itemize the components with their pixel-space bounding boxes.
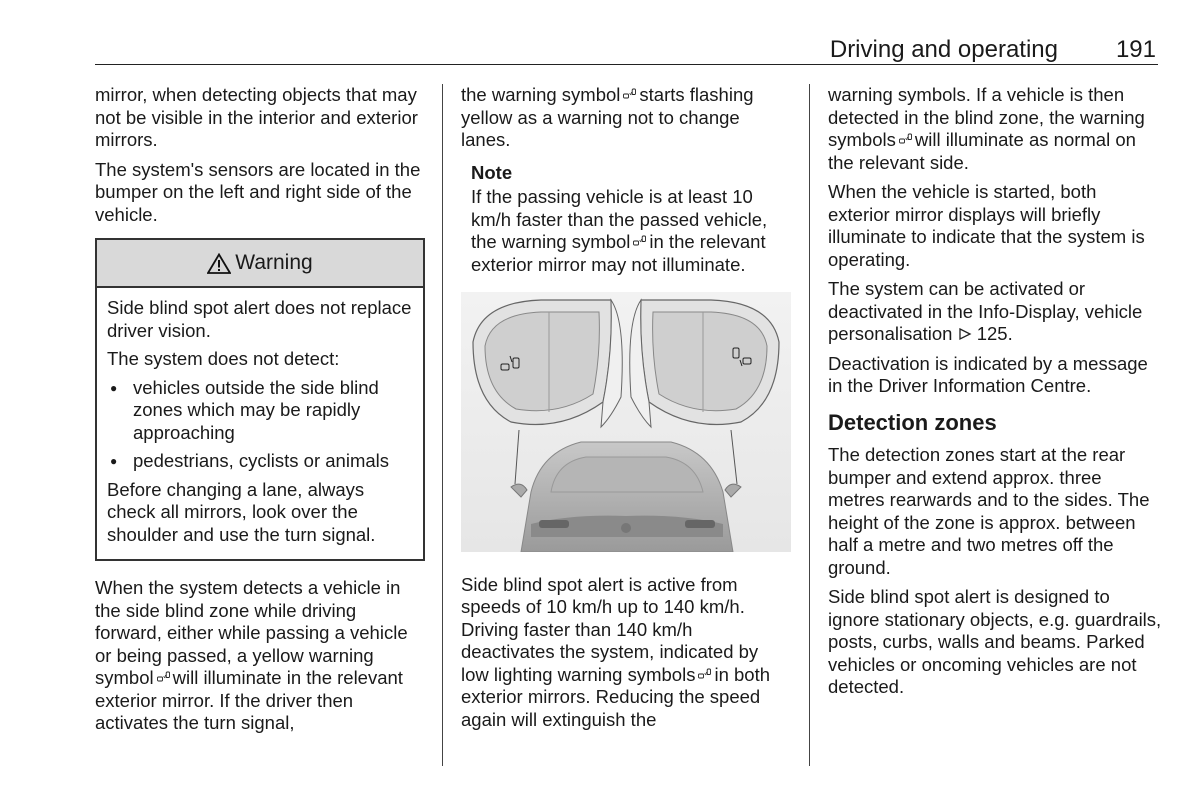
warning-header [97,240,423,288]
section-title: Driving and operating [829,36,1058,63]
blind-spot-symbol-icon [623,88,636,100]
column-1 [95,84,425,742]
note-box [471,162,791,277]
page-number: 191 [1115,36,1156,63]
paragraph: Side blind spot alert is designed to ignore stationary objects, e.g. guardrails, posts, curbs, walls and beams. Parked vehicles or oncoming vehicles are not detected. [828,586,1162,697]
blind-spot-symbol-icon [899,133,912,145]
column-divider [809,84,810,766]
blind-spot-symbol-icon [157,671,170,683]
warning-list [107,377,413,473]
paragraph: Side blind spot alert is active from speeds of 10 km/h up to 140 km/h. Driving faster than 140 km/h deactivates the system, indicated by low lighting warning symbols in both exterior mirrors. Reducing the speed again will extinguish the [461,573,770,730]
paragraph: Deactivation is indicated by a message in the Driver Information Centre. [828,352,1148,396]
column-divider [442,84,443,766]
paragraph: The system can be activated or deactivated in the Info-Display, vehicle personalisation 125. [828,278,1143,344]
paragraph: mirror, when detecting objects that may not be visible in the interior and exterior mirrors. [95,84,418,150]
paragraph: The detection zones start at the rear bumper and extend approx. three metres rearwards and to the sides. The height of the zone is approx. between half a metre and two metres off the ground. [828,444,1150,578]
blind-spot-symbol-icon [698,668,711,680]
warning-text: Before changing a lane, always check all mirrors, look over the shoulder and use the turn signal. [107,478,376,545]
note-text: If the passing vehicle is at least 10 km/h faster than the passed vehicle, the warning symbol in the relevant exterior mirror may not illuminate. [471,186,768,275]
warning-title: Warning [235,250,313,274]
note-title: Note [471,161,513,183]
paragraph: the warning symbol starts flashing yellow as a warning not to change lanes. [461,84,754,150]
paragraph: When the vehicle is started, both exterior mirror displays will briefly illuminate to indicate that the system is operating. [828,181,1145,270]
column-2 [461,84,791,738]
warning-box [95,238,425,561]
paragraph: The system's sensors are located in the bumper on the left and right side of the vehicle. [95,158,421,225]
list-item: ● vehicles outside the side blind zones which may be rapidly approaching [107,377,413,445]
page-reference-link[interactable]: 125. [976,323,1013,344]
page-reference-icon [958,327,972,341]
warning-triangle-icon [207,253,231,274]
column-3 [828,84,1163,706]
blind-spot-symbol-icon [633,235,646,247]
paragraph: When the system detects a vehicle in the side blind zone while driving forward, either while passing a vehicle or being passed, a yellow warning symbol will illuminate in the relevant exterior mirror. If the driver then activates the turn signal, [95,577,408,733]
page-header [95,34,1158,65]
list-item: ● pedestrians, cyclists or animals [107,450,413,473]
mirror-illustration [461,292,791,552]
paragraph: warning symbols. If a vehicle is then detected in the blind zone, the warning symbols will illuminate as normal on the relevant side. [828,84,1145,173]
warning-text: Side blind spot alert does not replace driver vision. [107,297,412,341]
section-heading: Detection zones [828,409,997,435]
warning-text: The system does not detect: [107,348,340,369]
